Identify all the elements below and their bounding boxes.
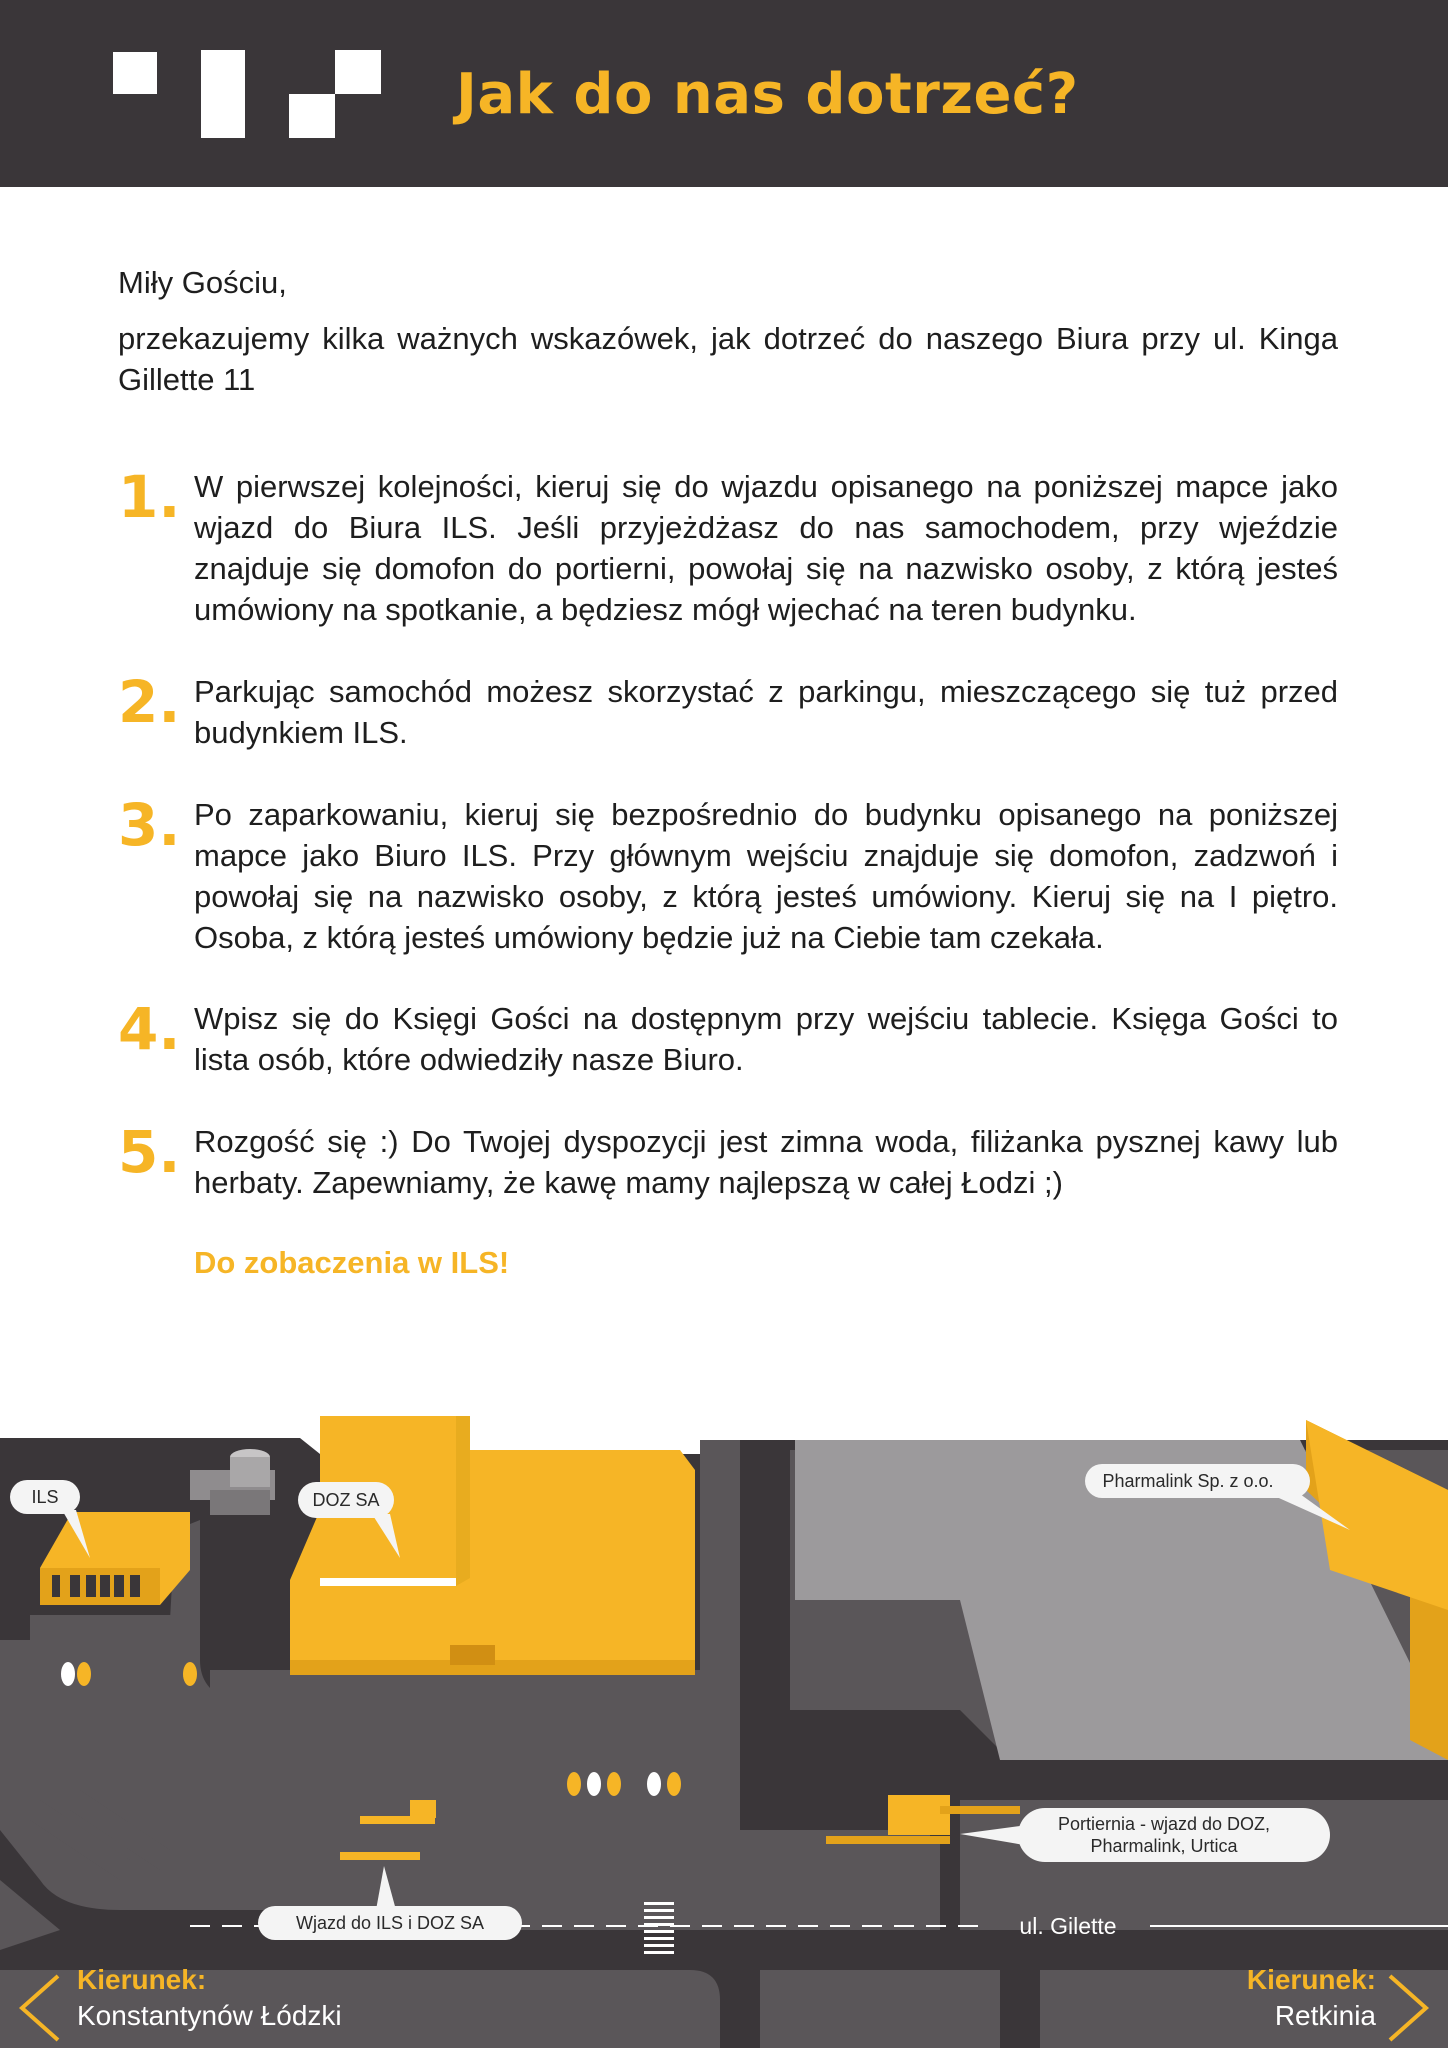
left-direction-heading: Kierunek: [77,1964,207,1995]
greeting: Miły Gościu, [118,265,287,300]
step-text: Po zaparkowaniu, kieruj się bezpośrednio do budynku opisanego na poniższej mapce jako Biuro ILS. Przy głównym wejściu znajduje się domofon, zadzwoń i powołaj się na nazwisko osoby, z którą jesteś umówiony. Kieruj się na I piętro. Osoba, z którą jesteś umówiony będzie już na Ciebie tam czekała. [194,797,1338,955]
step-text: Rozgość się :) Do Twojej dyspozycji jest zimna woda, filiżanka pysznej kawy lub herbaty. Zapewniamy, że kawę mamy najlepszą w całej Łodzi ;) [194,1124,1338,1200]
step-3 [118,791,1338,958]
step-number: 4. [118,995,181,1063]
map-label-doz: DOZ SA [312,1490,380,1510]
right-direction-value: Retkinia [1274,2000,1376,2031]
step-5 [118,1118,1338,1203]
right-direction-heading: Kierunek: [1246,1964,1376,1995]
step-2 [118,668,1338,753]
map-label-ils: ILS [31,1487,59,1507]
page-title: Jak do nas dotrzeć? [456,62,1079,127]
step-text: Wpisz się do Księgi Gości na dostępnym przy wejściu tablecie. Księga Gości to lista osób, które odwiedziły nasze Biuro. [194,1001,1338,1077]
location-map [0,1410,1448,2048]
left-direction-value: Konstantynów Łódzki [77,2000,342,2031]
map-label-portiernia-line2: Pharmalink, Urtica [1090,1836,1238,1856]
closing-text: Do zobaczenia w ILS! [194,1245,510,1280]
map-label-portiernia-line1: Portiernia - wjazd do DOZ, [1057,1814,1271,1834]
ils-logo [113,50,381,140]
page-header [0,0,1448,187]
step-number: 1. [118,463,181,531]
street-name: ul. Gilette [1019,1913,1117,1939]
step-number: 2. [118,668,181,736]
map-label-entrance: Wjazd do ILS i DOZ SA [295,1913,485,1933]
step-text: Parkując samochód możesz skorzystać z parkingu, mieszczącego się tuż przed budynkiem ILS. [194,674,1338,750]
step-number: 5. [118,1118,181,1186]
step-number: 3. [118,791,181,859]
intro-text: przekazujemy kilka ważnych wskazówek, jak dotrzeć do naszego Biura przy ul. Kinga Gillette 11 [118,321,1338,397]
map-label-pharmalink: Pharmalink Sp. z o.o. [1102,1471,1274,1491]
step-4 [118,995,1338,1080]
step-text: W pierwszej kolejności, kieruj się do wjazdu opisanego na poniższej mapce jako wjazd do Biura ILS. Jeśli przyjeżdżasz do nas samochodem, przy wjeździe znajduje się domofon do portierni, powołaj się na nazwisko osoby, z którą jesteś umówiony na spotkanie, a będziesz mógł wjechać na teren budynku. [194,469,1338,627]
step-1 [118,463,1338,630]
